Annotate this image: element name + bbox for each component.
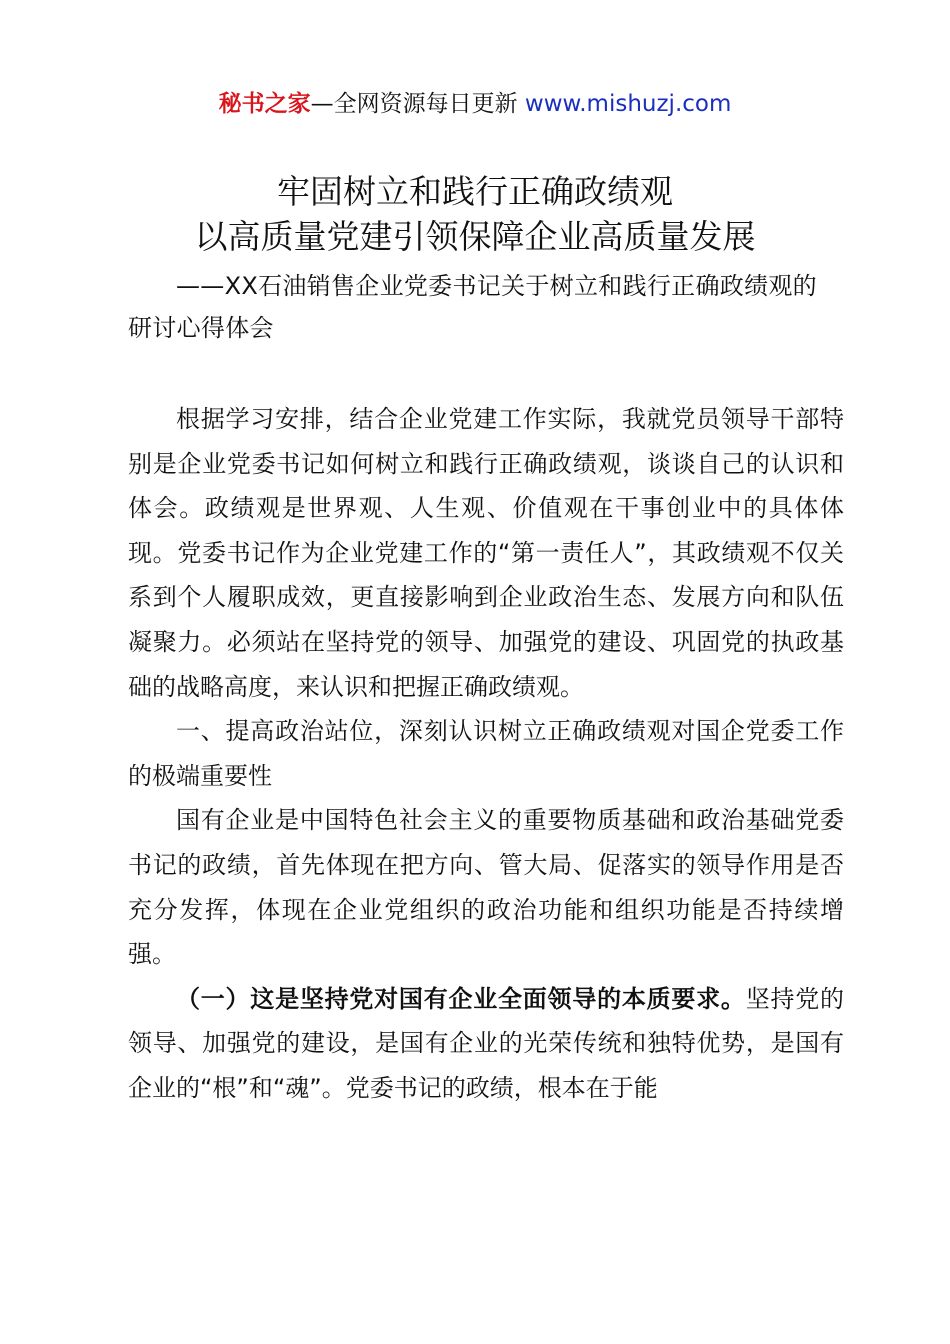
subsection-heading-1: （一）这是坚持党对国有企业全面领导的本质要求。 [176, 984, 746, 1013]
paragraph-subsection-1 [128, 977, 844, 1111]
document-body [128, 397, 844, 1111]
document-title-line-2: 以高质量党建引领保障企业高质量发展 [194, 217, 756, 256]
site-tagline: —全网资源每日更新 [310, 91, 518, 117]
site-url-link[interactable]: www.mishuzj.com [524, 91, 732, 117]
section-heading-1: 一、提高政治站位，深刻认识树立正确政绩观对国企党委工作的极端重要性 [128, 717, 844, 790]
document-title-line-1: 牢固树立和践行正确政绩观 [277, 172, 673, 211]
site-header [0, 86, 950, 122]
paragraph-intro: 根据学习安排，结合企业党建工作实际，我就党员领导干部特别是企业党委书记如何树立和践行正确政绩观，谈谈自己的认识和体会。政绩观是世界观、人生观、价值观在干事创业中的具体体现。党委书记作为企业党建工作的“第一责任人”，其政绩观不仅关系到个人履职成效，更直接影响到企业政治生态、发展方向和队伍凝聚力。必须站在坚持党的领导、加强党的建设、巩固党的执政基础的战略高度，来认识和把握正确政绩观。 [128, 405, 844, 701]
paragraph-section-1: 国有企业是中国特色社会主义的重要物质基础和政治基础党委书记的政绩，首先体现在把方向、管大局、促落实的领导作用是否充分发挥，体现在企业党组织的政治功能和组织功能是否持续增强。 [128, 806, 844, 969]
site-brand: 秘书之家 [218, 91, 311, 117]
document-subtitle: ——XX石油销售企业党委书记关于树立和践行正确政绩观的研讨心得体会 [128, 272, 817, 342]
subsection-text-1: 坚持党的领导、加强党的建设，是国有企业的光荣传统和独特优势，是国有企业的“根”和“魂”。党委书记的政绩，根本在于能 [128, 984, 845, 1102]
